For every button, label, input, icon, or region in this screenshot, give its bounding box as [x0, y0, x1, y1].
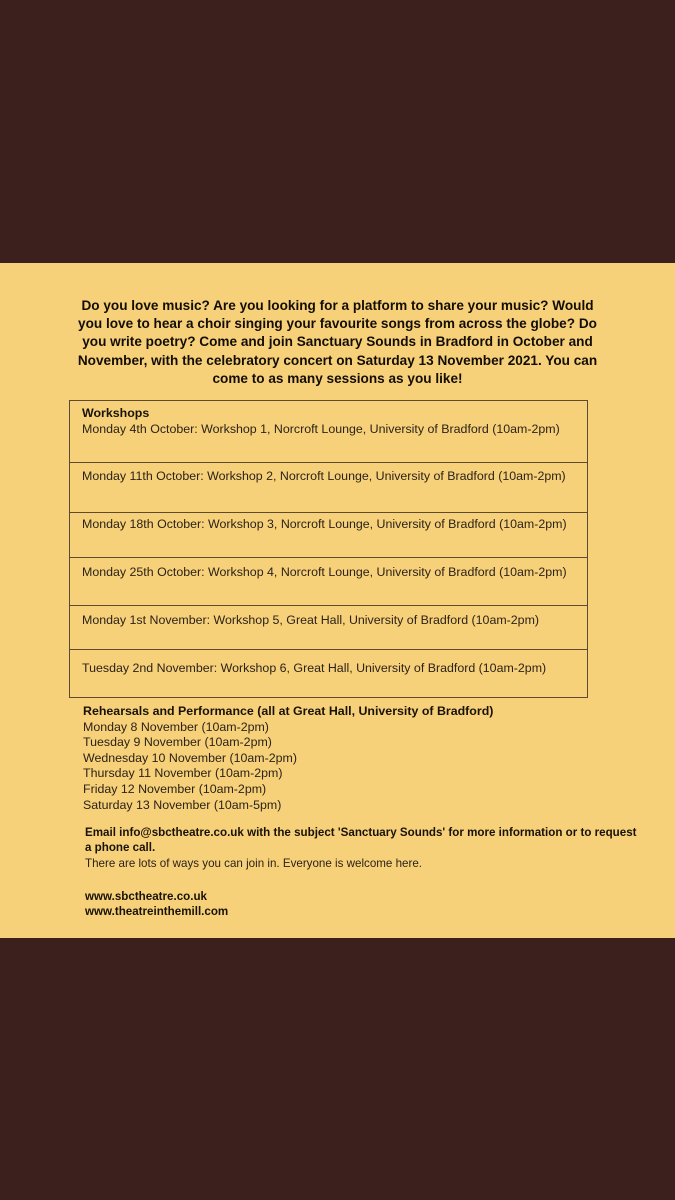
- rehearsal-date: Friday 12 November (10am-2pm): [83, 781, 267, 796]
- flyer-panel: [0, 263, 675, 938]
- workshop-3: Monday 18th October: Workshop 3, Norcroft Lounge, University of Bradford (10am-2pm): [82, 517, 567, 531]
- intro-text: Do you love music? Are you looking for a platform to share your music? Would you love to hear a choir singing your favourite songs from across the globe? Do you write poetry? Come and join Sanctuary Sounds in Bradford in October and November, with the celebratory concert on Saturday 13 November 2021. You can come to as many sessions as you like!: [77, 298, 598, 386]
- rehearsal-date: Thursday 11 November (10am-2pm): [83, 766, 283, 781]
- workshop-6: Tuesday 2nd November: Workshop 6, Great Hall, University of Bradford (10am-2pm): [82, 661, 547, 675]
- contact-email-text: Email info@sbctheatre.co.uk with the subject 'Sanctuary Sounds' for more information or to request a phone call.: [85, 826, 637, 855]
- welcome-text: There are lots of ways you can join in. Everyone is welcome here.: [85, 856, 423, 870]
- workshop-5: Monday 1st November: Workshop 5, Great Hall, University of Bradford (10am-2pm): [82, 613, 540, 627]
- workshop-1: Monday 4th October: Workshop 1, Norcroft Lounge, University of Bradford (10am-2pm): [82, 422, 560, 436]
- website-links: [85, 889, 228, 920]
- workshop-row: [70, 605, 587, 649]
- contact-section: [85, 825, 645, 871]
- rehearsal-date: Tuesday 9 November (10am-2pm): [83, 735, 272, 750]
- workshops-heading: Workshops: [82, 406, 150, 420]
- workshop-2: Monday 11th October: Workshop 2, Norcroft Lounge, University of Bradford (10am-2pm): [82, 469, 566, 483]
- workshop-row: [70, 462, 587, 512]
- workshop-row: [70, 557, 587, 605]
- rehearsals-heading: Rehearsals and Performance (all at Great Hall, University of Bradford): [83, 704, 494, 718]
- theatreinthemill-link[interactable]: www.theatreinthemill.com: [85, 905, 229, 919]
- performance-date: Saturday 13 November (10am-5pm): [83, 797, 282, 812]
- workshop-row: [70, 512, 587, 557]
- workshop-row: [70, 400, 587, 462]
- rehearsal-date: Wednesday 10 November (10am-2pm): [83, 750, 297, 765]
- rehearsals-section: [83, 704, 603, 813]
- sbctheatre-link[interactable]: www.sbctheatre.co.uk: [85, 890, 207, 903]
- workshop-4: Monday 25th October: Workshop 4, Norcroft Lounge, University of Bradford (10am-2pm): [82, 565, 567, 579]
- workshop-row: [70, 649, 587, 697]
- workshops-table: [69, 400, 588, 698]
- rehearsal-date: Monday 8 November (10am-2pm): [83, 719, 269, 734]
